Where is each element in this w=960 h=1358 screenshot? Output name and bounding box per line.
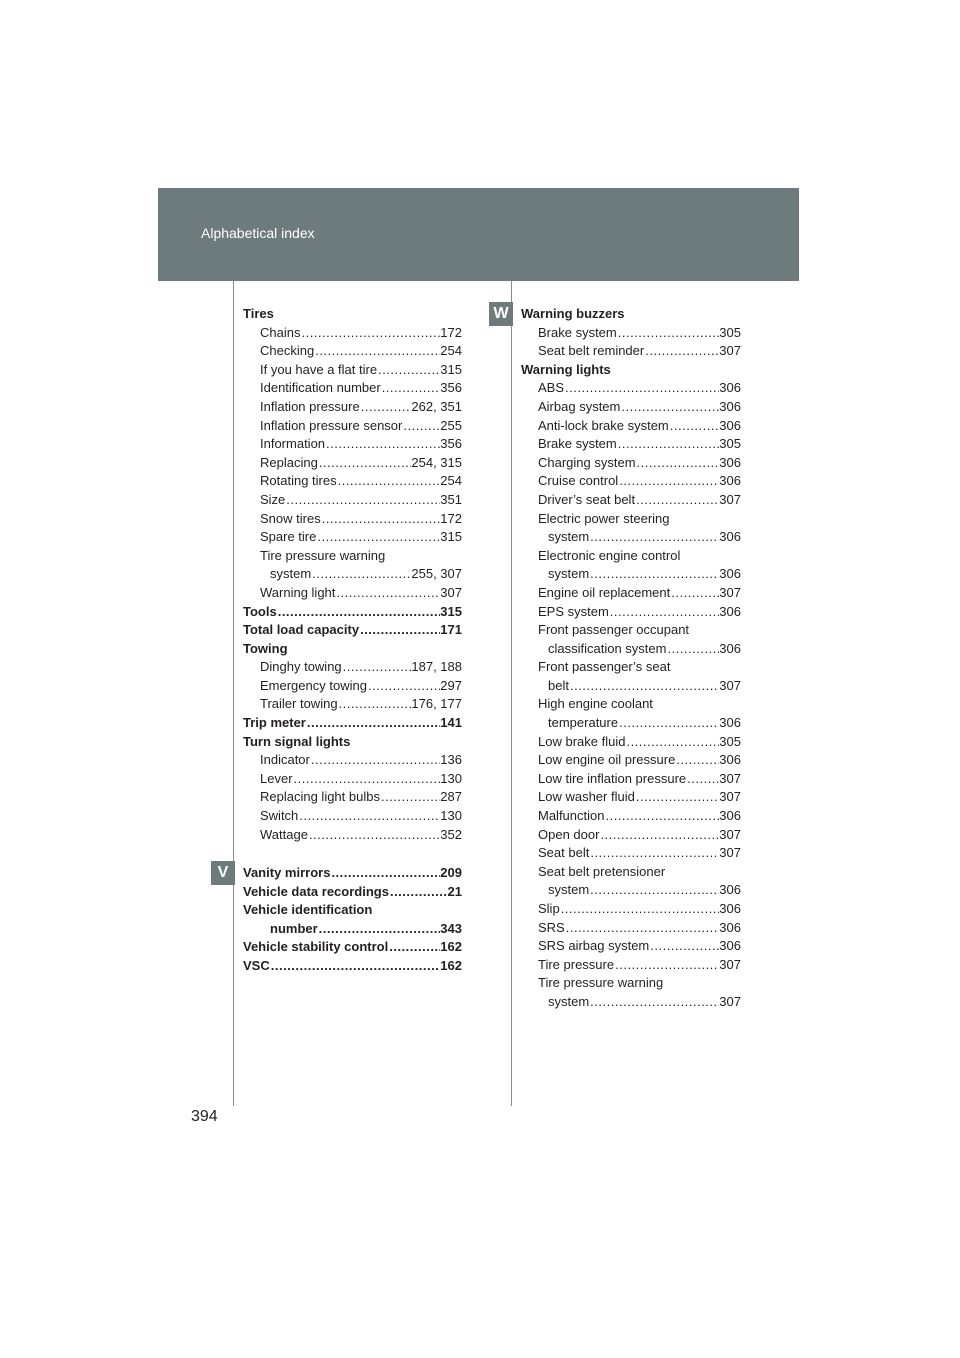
index-entry-term: EPS system (538, 603, 609, 619)
index-entry (243, 491, 462, 510)
index-entry-term: Tire pressure warning (538, 975, 664, 991)
index-entry-term: Low washer fluid (538, 789, 635, 805)
index-entry (521, 919, 741, 938)
index-entry-term: Malfunction (538, 808, 605, 824)
index-entry-page: 176, 177 (411, 696, 462, 712)
column-divider-middle (511, 281, 512, 1106)
index-entry-term: classification system (548, 640, 667, 656)
index-entry-page: 306 (719, 882, 741, 898)
index-entry (243, 807, 462, 826)
index-entry-page: 171 (440, 622, 462, 638)
index-entry-page: 315 (440, 361, 462, 377)
index-entry-term: Tools (243, 603, 277, 619)
dot-leader (636, 454, 720, 473)
index-entry-page: 307 (719, 677, 741, 693)
index-entry-term: Wattage (260, 826, 308, 842)
dot-leader (599, 826, 719, 845)
index-entry (243, 714, 462, 733)
index-entry-term: Seat belt reminder (538, 343, 645, 359)
index-entry-term: Spare tire (260, 529, 317, 545)
index-entry-term: Anti-lock brake system (538, 417, 669, 433)
index-entry-page: 305 (719, 436, 741, 452)
index-entry-term: system (548, 993, 590, 1009)
index-entry (521, 807, 741, 826)
index-entry (521, 603, 741, 622)
index-entry (243, 938, 462, 957)
dot-leader (298, 807, 440, 826)
dot-leader (617, 324, 720, 343)
dot-leader (337, 472, 441, 491)
header-title: Alphabetical index (201, 225, 315, 241)
dot-leader (617, 435, 720, 454)
index-entry-page: 307 (719, 789, 741, 805)
dot-leader (618, 714, 719, 733)
index-entry-term: Inflation pressure (260, 398, 360, 414)
index-entry-page: 307 (719, 343, 741, 359)
index-entry-term: Brake system (538, 324, 617, 340)
index-entry-term: Checking (260, 343, 315, 359)
dot-leader (310, 751, 440, 770)
index-entry (521, 584, 741, 603)
index-entry-term: Dinghy towing (260, 659, 342, 675)
index-entry (243, 864, 462, 883)
dot-leader (338, 695, 412, 714)
index-entry (521, 844, 741, 863)
dot-leader (335, 584, 440, 603)
index-entry-term: Replacing (260, 454, 318, 470)
index-entry-page: 306 (719, 398, 741, 414)
index-entry-term: system (548, 529, 590, 545)
index-entry-term: Tires (243, 306, 274, 321)
dot-leader (604, 807, 719, 826)
dot-leader (635, 788, 719, 807)
dot-leader (589, 528, 719, 547)
index-entry-page: 187, 188 (411, 659, 462, 675)
index-entry-page: 356 (440, 380, 462, 396)
index-entry-term: Vehicle identification (243, 902, 373, 918)
index-entry-page: 306 (719, 715, 741, 731)
index-entry-page: 307 (440, 584, 462, 600)
dot-leader (565, 919, 720, 938)
dot-leader (675, 751, 719, 770)
dot-leader (277, 603, 441, 622)
index-entry (243, 528, 462, 547)
index-entry-term: Airbag system (538, 398, 621, 414)
dot-leader (360, 398, 412, 417)
index-entry (243, 751, 462, 770)
dot-leader (589, 881, 719, 900)
dot-leader (614, 956, 719, 975)
index-entry-page: 307 (719, 956, 741, 972)
index-entry-page: 172 (440, 324, 462, 340)
dot-leader (388, 938, 440, 957)
index-entry-term: Rotating tires (260, 473, 337, 489)
index-entry-page: 306 (719, 752, 741, 768)
index-entry (521, 491, 741, 510)
index-entry-term: Inflation pressure sensor (260, 417, 403, 433)
index-entry-term: Warning light (260, 584, 336, 600)
index-entry-term: Snow tires (260, 510, 321, 526)
index-entry-page: 315 (440, 603, 462, 619)
index-entry-page: 162 (440, 957, 462, 973)
index-entry-page: 21 (447, 883, 462, 899)
index-entry (521, 974, 741, 993)
index-entry (243, 621, 462, 640)
index-entry-term: Towing (243, 640, 288, 656)
index-entry-term: VSC (243, 957, 270, 973)
index-entry-term: Warning lights (521, 361, 611, 377)
index-entry (521, 993, 741, 1012)
index-entry-term: Tire pressure warning (260, 547, 386, 563)
index-entry-term: Vehicle data recordings (243, 883, 389, 899)
index-entry (243, 826, 462, 845)
index-entry-term: Front passenger occupant (538, 622, 690, 638)
index-entry-page: 343 (440, 920, 462, 936)
index-entry-term: Driver’s seat belt (538, 491, 636, 507)
dot-leader (285, 491, 440, 510)
index-entry (521, 881, 741, 900)
dot-leader (644, 342, 719, 361)
index-entry-term: Charging system (538, 454, 636, 470)
index-entry-term: Vehicle stability control (243, 939, 389, 955)
index-entry-term: system (548, 882, 590, 898)
index-entry-term: Open door (538, 826, 600, 842)
index-entry-page: 306 (719, 640, 741, 656)
index-entry-page: 254, 315 (411, 454, 462, 470)
index-entry (243, 417, 462, 436)
dot-leader (402, 417, 440, 436)
dot-leader (316, 528, 440, 547)
index-entry-term: Low tire inflation pressure (538, 770, 687, 786)
index-entry (521, 305, 741, 324)
index-entry (243, 695, 462, 714)
index-entry-page: 307 (719, 584, 741, 600)
index-entry-term: temperature (548, 715, 619, 731)
index-entry (521, 900, 741, 919)
index-entry-page: 262, 351 (411, 398, 462, 414)
index-entry-term: Warning buzzers (521, 306, 625, 321)
section-tab-w: W (489, 302, 513, 326)
index-entry-term: Seat belt (538, 845, 590, 861)
index-entry (521, 398, 741, 417)
index-entry (521, 435, 741, 454)
index-entry (243, 398, 462, 417)
dot-leader (560, 900, 720, 919)
index-entry-term: Total load capacity (243, 622, 360, 638)
index-entry (521, 714, 741, 733)
index-entry-page: 306 (719, 529, 741, 545)
index-entry-page: 356 (440, 436, 462, 452)
index-entry-term: Electric power steering (538, 510, 670, 526)
index-entry (521, 826, 741, 845)
dot-leader (389, 883, 448, 902)
dot-leader (330, 864, 440, 883)
dot-leader (325, 435, 440, 454)
dot-leader (669, 417, 720, 436)
dot-leader (618, 472, 719, 491)
index-entry-term: belt (548, 677, 569, 693)
index-entry (521, 788, 741, 807)
index-entry (243, 305, 462, 324)
index-entry (521, 677, 741, 696)
page-header (158, 188, 799, 281)
index-entry-term: High engine coolant (538, 696, 653, 712)
index-entry-page: 162 (440, 939, 462, 955)
index-entry-page: 255 (440, 417, 462, 433)
index-entry (521, 937, 741, 956)
index-entry (521, 695, 741, 714)
dot-leader (318, 454, 412, 473)
index-entry-page: 307 (719, 826, 741, 842)
index-entry (521, 510, 741, 529)
index-entry-page: 255, 307 (411, 566, 462, 582)
index-entry-term: Engine oil replacement (538, 584, 671, 600)
dot-leader (589, 565, 719, 584)
index-entry-page: 307 (719, 845, 741, 861)
index-entry-term: Low engine oil pressure (538, 752, 676, 768)
dot-leader (649, 937, 719, 956)
index-entry-term: Brake system (538, 436, 617, 452)
dot-leader (311, 565, 411, 584)
index-entry (521, 454, 741, 473)
index-entry-term: Trip meter (243, 715, 306, 731)
index-entry (521, 547, 741, 566)
page-number: 394 (191, 1108, 218, 1125)
index-entry-page: 306 (719, 417, 741, 433)
index-entry-page: 130 (440, 808, 462, 824)
index-entry (521, 733, 741, 752)
index-entry (243, 658, 462, 677)
index-entry-page: 172 (440, 510, 462, 526)
index-entry-page: 307 (719, 993, 741, 1009)
index-entry-page: 306 (719, 919, 741, 935)
index-entry-page: 287 (440, 789, 462, 805)
column-divider-left (233, 281, 234, 1106)
index-entry (521, 324, 741, 343)
index-entry-page: 315 (440, 529, 462, 545)
index-entry-term: Turn signal lights (243, 733, 351, 749)
index-entry (243, 472, 462, 491)
index-entry-page: 305 (719, 733, 741, 749)
dot-leader (635, 491, 719, 510)
index-entry-term: Slip (538, 901, 560, 916)
index-entry (243, 454, 462, 473)
index-entry (243, 342, 462, 361)
index-entry (521, 417, 741, 436)
index-entry-term: Seat belt pretensioner (538, 863, 666, 879)
dot-leader (625, 733, 719, 752)
index-entry (243, 957, 462, 976)
index-entry (243, 324, 462, 343)
index-entry-page: 209 (440, 865, 462, 880)
index-entry-term: system (270, 566, 312, 582)
index-entry (521, 956, 741, 975)
dot-leader (270, 957, 441, 976)
index-entry-term: SRS airbag system (538, 938, 650, 954)
index-entry-term: Switch (260, 808, 299, 824)
index-entry-term: SRS (538, 919, 565, 935)
index-entry-page: 352 (440, 826, 462, 842)
index-entry-term: ABS (538, 380, 565, 396)
index-entry (243, 770, 462, 789)
index-entry-term: Lever (260, 770, 293, 786)
index-entry-term: Identification number (260, 380, 381, 396)
index-entry (243, 677, 462, 696)
index-entry-page: 130 (440, 770, 462, 786)
index-entry (521, 528, 741, 547)
index-entry (243, 435, 462, 454)
index-column-1 (243, 305, 462, 844)
index-entry-page: 141 (440, 715, 462, 731)
index-entry-term: Size (260, 491, 286, 507)
index-entry-term: Information (260, 436, 326, 452)
index-entry (243, 640, 462, 659)
dot-leader (569, 677, 719, 696)
index-entry (243, 565, 462, 584)
index-entry-page: 306 (719, 473, 741, 489)
index-entry (243, 920, 462, 939)
index-entry (243, 361, 462, 380)
index-entry (521, 565, 741, 584)
index-entry (521, 658, 741, 677)
index-entry (243, 788, 462, 807)
index-entry-page: 305 (719, 324, 741, 340)
dot-leader (380, 788, 440, 807)
index-entry-page: 307 (719, 770, 741, 786)
index-entry (243, 901, 462, 920)
index-entry-term: Front passenger’s seat (538, 659, 671, 675)
index-entry-page: 306 (719, 603, 741, 619)
index-entry-term: If you have a flat tire (260, 361, 378, 377)
index-entry (521, 472, 741, 491)
index-entry-term: number (270, 920, 318, 936)
index-entry-term: Emergency towing (260, 677, 367, 693)
index-entry (243, 603, 462, 622)
dot-leader (300, 324, 440, 343)
index-entry-page: 306 (719, 380, 741, 396)
index-entry (521, 640, 741, 659)
dot-leader (306, 714, 440, 733)
index-entry-term: Electronic engine control (538, 547, 681, 563)
dot-leader (564, 379, 719, 398)
dot-leader (314, 342, 440, 361)
index-entry (521, 621, 741, 640)
dot-leader (666, 640, 719, 659)
index-entry-page: 254 (440, 473, 462, 489)
index-entry-page: 306 (719, 808, 741, 824)
index-entry-term: Replacing light bulbs (260, 789, 380, 805)
index-entry-term: Chains (260, 324, 301, 340)
index-entry (243, 547, 462, 566)
index-entry (243, 379, 462, 398)
dot-leader (342, 658, 412, 677)
dot-leader (377, 361, 440, 380)
section-tab-v: V (211, 861, 235, 885)
index-entry (243, 883, 462, 902)
index-entry-term: system (548, 566, 590, 582)
index-entry-term: Trailer towing (260, 696, 338, 712)
dot-leader (670, 584, 719, 603)
index-entry-term: Low brake fluid (538, 733, 626, 749)
dot-leader (308, 826, 440, 845)
dot-leader (381, 379, 441, 398)
dot-leader (293, 770, 441, 789)
dot-leader (620, 398, 719, 417)
index-entry (521, 863, 741, 882)
index-entry-page: 306 (719, 454, 741, 470)
dot-leader (609, 603, 720, 622)
index-entry-page: 254 (440, 343, 462, 359)
index-entry-page: 307 (719, 491, 741, 507)
index-entry (521, 751, 741, 770)
index-entry (243, 733, 462, 752)
index-entry (243, 584, 462, 603)
index-entry-page: 306 (719, 938, 741, 954)
index-entry-page: 351 (440, 491, 462, 507)
index-entry-term: Tire pressure (538, 956, 615, 972)
index-entry-term: Cruise control (538, 473, 619, 489)
index-entry (243, 510, 462, 529)
index-column-2 (521, 305, 741, 1012)
dot-leader (686, 770, 719, 789)
dot-leader (321, 510, 441, 529)
dot-leader (359, 621, 440, 640)
index-entry (521, 361, 741, 380)
index-entry (521, 770, 741, 789)
index-entry (521, 342, 741, 361)
dot-leader (318, 920, 441, 939)
index-entry-page: 136 (440, 752, 462, 768)
index-entry-page: 306 (719, 566, 741, 582)
index-entry-page: 297 (440, 677, 462, 693)
index-column-1-v-section (243, 864, 462, 976)
dot-leader (589, 993, 719, 1012)
index-entry-page: 306 (719, 901, 741, 916)
index-entry-term: Indicator (260, 752, 310, 768)
index-entry (521, 379, 741, 398)
index-entry-term: Vanity mirrors (243, 865, 331, 880)
dot-leader (367, 677, 440, 696)
dot-leader (589, 844, 719, 863)
